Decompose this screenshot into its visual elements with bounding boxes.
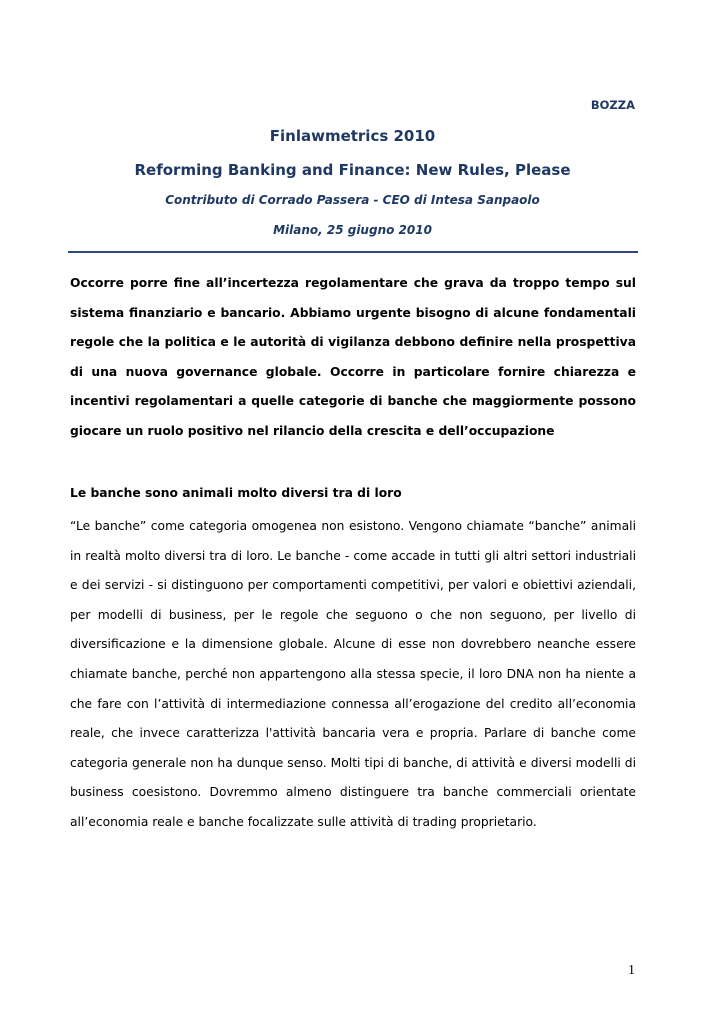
header-divider: [68, 251, 638, 253]
document-subtitle: Reforming Banking and Finance: New Rules, Please: [134, 161, 571, 179]
draft-label: BOZZA: [590, 98, 635, 112]
section-heading: Le banche sono animali molto diversi tra di loro: [70, 486, 402, 500]
author-line: Contributo di Corrado Passera - CEO di Intesa Sanpaolo: [165, 193, 540, 207]
section-body-paragraph: “Le banche” come categoria omogenea non esistono. Vengono chiamate “banche” animali in realtà molto diversi tra di loro. Le banche - come accade in tutti gli altri settori industriali e dei servizi - si distinguono per comportamenti competitivi, per valori e obiettivi aziendali, per modelli di business, per le regole che seguono o che non seguono, per livello di diversificazione e la dimensione globale. Alcune di esse non dovrebbero neanche essere chiamate banche, perché non appartengono alla stessa specie, il loro DNA non ha niente a che fare con l’attività di intermediazione connessa all’erogazione del credito all’economia reale, che invece caratterizza l'attività bancaria vera e propria. Parlare di banche come categoria generale non ha dunque senso. Molti tipi di banche, di attività e diversi modelli di business coesistono. Dovremmo almeno distinguere tra banche commerciali orientate all’economia reale e banche focalizzate sulle attività di trading proprietario.: [70, 519, 636, 829]
document-title: Finlawmetrics 2010: [269, 127, 436, 145]
date-line: Milano, 25 giugno 2010: [273, 223, 432, 237]
intro-paragraph: Occorre porre fine all’incertezza regolamentare che grava da troppo tempo sul sistema finanziario e bancario. Abbiamo urgente bisogno di alcune fondamentali regole che la politica e le autorità di vigilanza debbono definire nella prospettiva di una nuova governance globale. Occorre in particolare fornire chiarezza e incentivi regolamentari a quelle categorie di banche che maggiormente possono giocare un ruolo positivo nel rilancio della crescita e dell’occupazione: [70, 276, 636, 438]
page-number: 1: [628, 963, 635, 978]
